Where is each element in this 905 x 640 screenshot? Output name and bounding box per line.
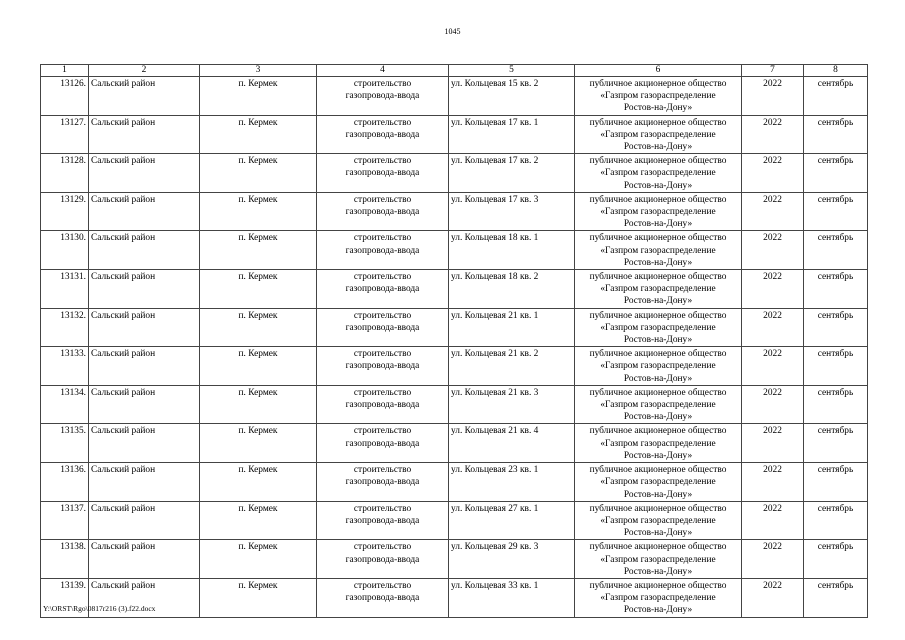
work-type-line: газопровода-ввода bbox=[345, 168, 420, 179]
work-type-cell bbox=[317, 385, 449, 424]
settlement-cell: п. Кермек bbox=[200, 270, 317, 309]
table-row bbox=[41, 270, 868, 309]
month-cell: сентябрь bbox=[804, 463, 868, 502]
work-type-line: строительство bbox=[353, 79, 412, 89]
month-cell: сентябрь bbox=[804, 347, 868, 386]
table-row bbox=[41, 501, 868, 540]
month-cell: сентябрь bbox=[804, 385, 868, 424]
work-type-line: строительство bbox=[353, 117, 412, 128]
year-cell: 2022 bbox=[742, 540, 804, 579]
registry-table bbox=[40, 64, 868, 618]
work-type-line: строительство bbox=[353, 542, 412, 553]
work-type-cell bbox=[317, 154, 449, 193]
organization-line: публичное акционерное общество bbox=[589, 465, 727, 476]
organization-line: публичное акционерное общество bbox=[589, 272, 727, 283]
table-row bbox=[41, 154, 868, 193]
work-type-line: строительство bbox=[353, 272, 412, 283]
row-number-cell: 13135. bbox=[41, 424, 89, 463]
settlement-cell: п. Кермек bbox=[200, 578, 317, 617]
row-number-cell: 13126. bbox=[41, 77, 89, 116]
work-type-cell bbox=[317, 424, 449, 463]
work-type-cell bbox=[317, 578, 449, 617]
organization-line: «Газпром газораспределение bbox=[600, 207, 716, 218]
settlement-cell: п. Кермек bbox=[200, 347, 317, 386]
column-header-1: 1 bbox=[41, 65, 89, 77]
row-number-cell: 13133. bbox=[41, 347, 89, 386]
organization-cell bbox=[575, 578, 742, 617]
organization-line: «Газпром газораспределение bbox=[600, 361, 716, 372]
settlement-cell: п. Кермек bbox=[200, 154, 317, 193]
row-number-cell: 13127. bbox=[41, 115, 89, 154]
organization-line: «Газпром газораспределение bbox=[600, 477, 716, 488]
organization-line: «Газпром газораспределение bbox=[600, 129, 716, 140]
work-type-line: газопровода-ввода bbox=[345, 515, 420, 526]
district-cell: Сальский район bbox=[89, 308, 200, 347]
work-type-line: строительство bbox=[353, 156, 412, 167]
organization-line: Ростов-на-Дону» bbox=[623, 373, 693, 384]
organization-line: Ростов-на-Дону» bbox=[623, 489, 693, 500]
address-cell: ул. Кольцевая 29 кв. 3 bbox=[449, 540, 575, 579]
organization-line: Ростов-на-Дону» bbox=[623, 219, 693, 230]
organization-line: Ростов-на-Дону» bbox=[623, 528, 693, 539]
work-type-line: газопровода-ввода bbox=[345, 129, 420, 140]
work-type-cell bbox=[317, 115, 449, 154]
table-row bbox=[41, 192, 868, 231]
month-cell: сентябрь bbox=[804, 424, 868, 463]
organization-line: Ростов-на-Дону» bbox=[623, 335, 693, 346]
organization-line: публичное акционерное общество bbox=[589, 233, 727, 244]
year-cell: 2022 bbox=[742, 231, 804, 270]
work-type-cell bbox=[317, 308, 449, 347]
year-cell: 2022 bbox=[742, 347, 804, 386]
organization-line: «Газпром газораспределение bbox=[600, 593, 716, 604]
organization-line: Ростов-на-Дону» bbox=[623, 257, 693, 268]
district-cell: Сальский район bbox=[89, 424, 200, 463]
work-type-cell bbox=[317, 77, 449, 116]
work-type-line: газопровода-ввода bbox=[345, 438, 420, 449]
table-row bbox=[41, 424, 868, 463]
work-type-line: газопровода-ввода bbox=[345, 361, 420, 372]
organization-cell bbox=[575, 424, 742, 463]
address-cell: ул. Кольцевая 21 кв. 3 bbox=[449, 385, 575, 424]
district-cell: Сальский район bbox=[89, 463, 200, 502]
organization-line: «Газпром газораспределение bbox=[600, 284, 716, 295]
work-type-line: строительство bbox=[353, 233, 412, 244]
work-type-line: строительство bbox=[353, 503, 412, 514]
organization-line: «Газпром газораспределение bbox=[600, 322, 716, 333]
district-cell: Сальский район bbox=[89, 270, 200, 309]
address-cell: ул. Кольцевая 27 кв. 1 bbox=[449, 501, 575, 540]
organization-cell bbox=[575, 270, 742, 309]
organization-line: Ростов-на-Дону» bbox=[623, 142, 693, 153]
month-cell: сентябрь bbox=[804, 77, 868, 116]
work-type-line: газопровода-ввода bbox=[345, 554, 420, 565]
work-type-cell bbox=[317, 347, 449, 386]
organization-cell bbox=[575, 540, 742, 579]
district-cell: Сальский район bbox=[89, 385, 200, 424]
row-number-cell: 13139. bbox=[41, 578, 89, 617]
row-number-cell: 13138. bbox=[41, 540, 89, 579]
organization-cell bbox=[575, 385, 742, 424]
organization-line: Ростов-на-Дону» bbox=[623, 180, 693, 191]
address-cell: ул. Кольцевая 18 кв. 2 bbox=[449, 270, 575, 309]
footer-file-path: Y:\ORST\Rgo\0817r216 (3).f22.docx bbox=[43, 604, 156, 613]
organization-line: публичное акционерное общество bbox=[589, 117, 727, 128]
month-cell: сентябрь bbox=[804, 540, 868, 579]
row-number-cell: 13134. bbox=[41, 385, 89, 424]
address-cell: ул. Кольцевая 15 кв. 2 bbox=[449, 77, 575, 116]
month-cell: сентябрь bbox=[804, 270, 868, 309]
work-type-line: строительство bbox=[353, 580, 412, 591]
month-cell: сентябрь bbox=[804, 308, 868, 347]
address-cell: ул. Кольцевая 33 кв. 1 bbox=[449, 578, 575, 617]
organization-line: публичное акционерное общество bbox=[589, 156, 727, 167]
year-cell: 2022 bbox=[742, 270, 804, 309]
month-cell: сентябрь bbox=[804, 501, 868, 540]
work-type-cell bbox=[317, 540, 449, 579]
column-header-2: 2 bbox=[89, 65, 200, 77]
organization-line: публичное акционерное общество bbox=[589, 310, 727, 321]
row-number-cell: 13128. bbox=[41, 154, 89, 193]
organization-cell bbox=[575, 231, 742, 270]
address-cell: ул. Кольцевая 21 кв. 4 bbox=[449, 424, 575, 463]
work-type-line: газопровода-ввода bbox=[345, 477, 420, 488]
work-type-cell bbox=[317, 231, 449, 270]
work-type-cell bbox=[317, 192, 449, 231]
organization-cell bbox=[575, 308, 742, 347]
registry-body bbox=[41, 77, 868, 618]
organization-line: «Газпром газораспределение bbox=[600, 400, 716, 411]
column-header-5: 5 bbox=[449, 65, 575, 77]
column-header-4: 4 bbox=[317, 65, 449, 77]
address-cell: ул. Кольцевая 17 кв. 2 bbox=[449, 154, 575, 193]
organization-cell bbox=[575, 77, 742, 116]
work-type-line: строительство bbox=[353, 426, 412, 437]
work-type-line: строительство bbox=[353, 349, 412, 360]
organization-line: публичное акционерное общество bbox=[589, 79, 727, 89]
column-header-6: 6 bbox=[575, 65, 742, 77]
district-cell: Сальский район bbox=[89, 192, 200, 231]
organization-cell bbox=[575, 192, 742, 231]
work-type-line: строительство bbox=[353, 310, 412, 321]
year-cell: 2022 bbox=[742, 463, 804, 502]
organization-cell bbox=[575, 463, 742, 502]
district-cell: Сальский район bbox=[89, 347, 200, 386]
district-cell: Сальский район bbox=[89, 77, 200, 116]
organization-line: «Газпром газораспределение bbox=[600, 554, 716, 565]
row-number-cell: 13130. bbox=[41, 231, 89, 270]
settlement-cell: п. Кермек bbox=[200, 115, 317, 154]
year-cell: 2022 bbox=[742, 154, 804, 193]
month-cell: сентябрь bbox=[804, 231, 868, 270]
work-type-line: газопровода-ввода bbox=[345, 284, 420, 295]
work-type-line: строительство bbox=[353, 465, 412, 476]
work-type-line: газопровода-ввода bbox=[345, 593, 420, 604]
row-number-cell: 13136. bbox=[41, 463, 89, 502]
organization-line: публичное акционерное общество bbox=[589, 503, 727, 514]
year-cell: 2022 bbox=[742, 77, 804, 116]
organization-line: публичное акционерное общество bbox=[589, 542, 727, 553]
organization-line: Ростов-на-Дону» bbox=[623, 103, 693, 114]
table-row bbox=[41, 308, 868, 347]
organization-cell bbox=[575, 154, 742, 193]
table-row bbox=[41, 578, 868, 617]
row-number-cell: 13131. bbox=[41, 270, 89, 309]
column-header-7: 7 bbox=[742, 65, 804, 77]
organization-line: публичное акционерное общество bbox=[589, 387, 727, 398]
table-row bbox=[41, 463, 868, 502]
organization-line: Ростов-на-Дону» bbox=[623, 296, 693, 307]
work-type-line: газопровода-ввода bbox=[345, 207, 420, 218]
district-cell: Сальский район bbox=[89, 501, 200, 540]
year-cell: 2022 bbox=[742, 501, 804, 540]
work-type-line: строительство bbox=[353, 194, 412, 205]
organization-line: публичное акционерное общество bbox=[589, 194, 727, 205]
table-row bbox=[41, 115, 868, 154]
organization-line: «Газпром газораспределение bbox=[600, 515, 716, 526]
month-cell: сентябрь bbox=[804, 154, 868, 193]
organization-line: «Газпром газораспределение bbox=[600, 245, 716, 256]
year-cell: 2022 bbox=[742, 308, 804, 347]
settlement-cell: п. Кермек bbox=[200, 385, 317, 424]
page-number: 1045 bbox=[444, 27, 461, 36]
district-cell: Сальский район bbox=[89, 578, 200, 617]
table-row bbox=[41, 385, 868, 424]
organization-line: «Газпром газораспределение bbox=[600, 168, 716, 179]
organization-line: публичное акционерное общество bbox=[589, 426, 727, 437]
address-cell: ул. Кольцевая 18 кв. 1 bbox=[449, 231, 575, 270]
settlement-cell: п. Кермек bbox=[200, 463, 317, 502]
year-cell: 2022 bbox=[742, 424, 804, 463]
year-cell: 2022 bbox=[742, 385, 804, 424]
settlement-cell: п. Кермек bbox=[200, 501, 317, 540]
row-number-cell: 13129. bbox=[41, 192, 89, 231]
work-type-cell bbox=[317, 501, 449, 540]
settlement-cell: п. Кермек bbox=[200, 231, 317, 270]
row-number-cell: 13137. bbox=[41, 501, 89, 540]
organization-cell bbox=[575, 501, 742, 540]
year-cell: 2022 bbox=[742, 115, 804, 154]
organization-line: Ростов-на-Дону» bbox=[623, 566, 693, 577]
organization-line: Ростов-на-Дону» bbox=[623, 450, 693, 461]
work-type-line: газопровода-ввода bbox=[345, 322, 420, 333]
settlement-cell: п. Кермек bbox=[200, 77, 317, 116]
settlement-cell: п. Кермек bbox=[200, 540, 317, 579]
row-number-cell: 13132. bbox=[41, 308, 89, 347]
settlement-cell: п. Кермек bbox=[200, 308, 317, 347]
work-type-cell bbox=[317, 463, 449, 502]
month-cell: сентябрь bbox=[804, 115, 868, 154]
address-cell: ул. Кольцевая 17 кв. 3 bbox=[449, 192, 575, 231]
table-row bbox=[41, 77, 868, 116]
table-row bbox=[41, 540, 868, 579]
year-cell: 2022 bbox=[742, 192, 804, 231]
column-header-8: 8 bbox=[804, 65, 868, 77]
address-cell: ул. Кольцевая 23 кв. 1 bbox=[449, 463, 575, 502]
table-row bbox=[41, 347, 868, 386]
district-cell: Сальский район bbox=[89, 115, 200, 154]
column-header-3: 3 bbox=[200, 65, 317, 77]
organization-line: «Газпром газораспределение bbox=[600, 438, 716, 449]
settlement-cell: п. Кермек bbox=[200, 424, 317, 463]
settlement-cell: п. Кермек bbox=[200, 192, 317, 231]
month-cell: сентябрь bbox=[804, 578, 868, 617]
work-type-line: строительство bbox=[353, 387, 412, 398]
organization-cell bbox=[575, 347, 742, 386]
district-cell: Сальский район bbox=[89, 154, 200, 193]
work-type-cell bbox=[317, 270, 449, 309]
work-type-line: газопровода-ввода bbox=[345, 245, 420, 256]
address-cell: ул. Кольцевая 21 кв. 2 bbox=[449, 347, 575, 386]
organization-line: публичное акционерное общество bbox=[589, 580, 727, 591]
work-type-line: газопровода-ввода bbox=[345, 91, 420, 102]
organization-line: Ростов-на-Дону» bbox=[623, 412, 693, 423]
year-cell: 2022 bbox=[742, 578, 804, 617]
organization-line: Ростов-на-Дону» bbox=[623, 605, 693, 616]
district-cell: Сальский район bbox=[89, 231, 200, 270]
header-row bbox=[41, 65, 868, 77]
address-cell: ул. Кольцевая 17 кв. 1 bbox=[449, 115, 575, 154]
table-row bbox=[41, 231, 868, 270]
address-cell: ул. Кольцевая 21 кв. 1 bbox=[449, 308, 575, 347]
organization-cell bbox=[575, 115, 742, 154]
month-cell: сентябрь bbox=[804, 192, 868, 231]
organization-line: «Газпром газораспределение bbox=[600, 91, 716, 102]
organization-line: публичное акционерное общество bbox=[589, 349, 727, 360]
district-cell: Сальский район bbox=[89, 540, 200, 579]
work-type-line: газопровода-ввода bbox=[345, 400, 420, 411]
